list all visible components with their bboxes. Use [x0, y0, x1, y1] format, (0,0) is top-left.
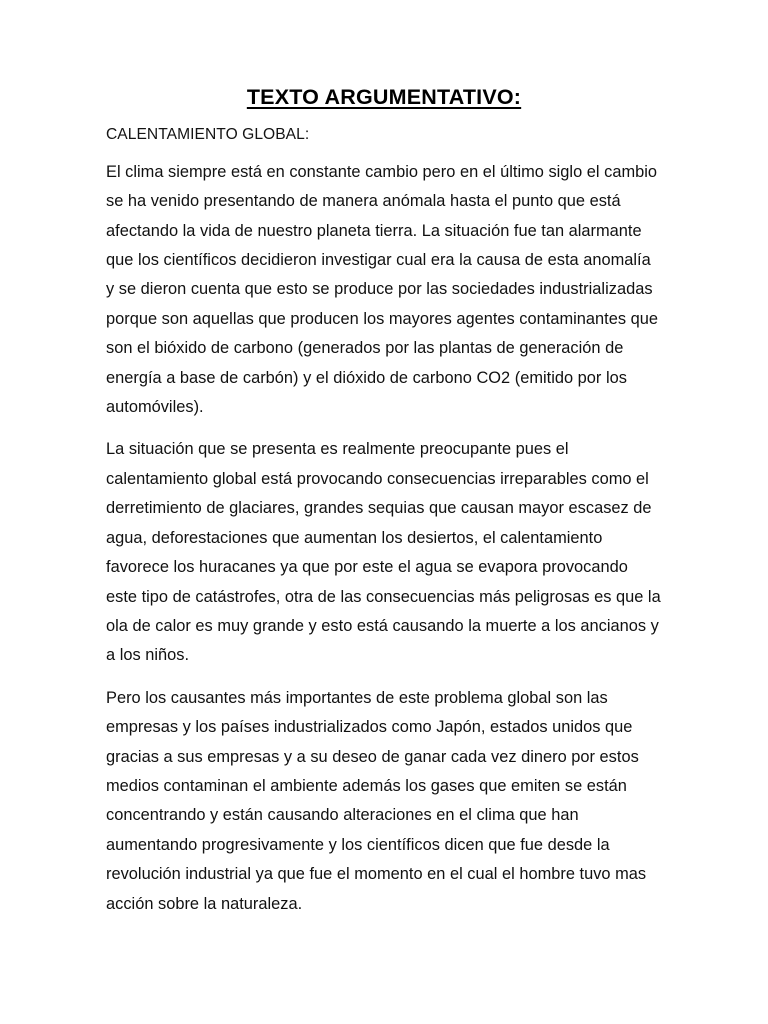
paragraph-1: El clima siempre está en constante cambio pero en el último siglo el cambio se ha venido presentando de manera anómala hasta el punto que está afectando la vida de nuestro planeta tierra. La situación fue tan alarmante que los científicos decidieron investigar cual era la causa de esta anomalía y se dieron cuenta que esto se produce por las sociedades industrializadas porque son aquellas que producen los mayores agentes contaminantes que son el bióxido de carbono (generados por las plantas de generación de energía a base de carbón) y el dióxido de carbono CO2 (emitido por los automóviles). [106, 162, 658, 417]
paragraph-2: La situación que se presenta es realmente preocupante pues el calentamiento global está provocando consecuencias irreparables como el derretimiento de glaciares, grandes sequias que causan mayor escasez de agua, deforestaciones que aumentan los desiertos, el calentamiento favorece los huracanes ya que por este el agua se evapora provocando este tipo de catástrofes, otra de las consecuencias más peligrosas es que la ola de calor es muy grande y esto está causando la muerte a los ancianos y a los niños. [106, 440, 661, 665]
page-title: TEXTO ARGUMENTATIVO: [246, 85, 522, 109]
document-subtitle: CALENTAMIENTO GLOBAL: [106, 125, 310, 143]
paragraph-3: Pero los causantes más importantes de este problema global son las empresas y los países industrializados como Japón, estados unidos que gracias a sus empresas y a su deseo de ganar cada vez dinero por estos medios contaminan el ambiente además los gases que emiten se están concentrando y están causando alteraciones en el clima que han aumentando progresivamente y los científicos dicen que fue desde la revolución industrial ya que fue el momento en el cual el hombre tuvo mas acción sobre la naturaleza. [106, 688, 647, 913]
document-text-body [106, 84, 662, 919]
